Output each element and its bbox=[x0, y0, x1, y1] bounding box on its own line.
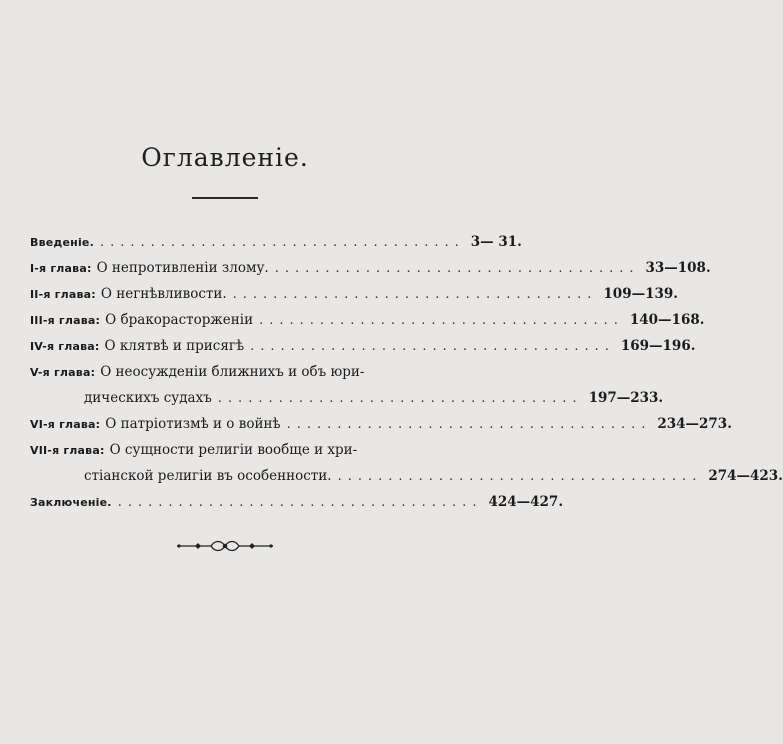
leader-dots: .................................... bbox=[99, 235, 465, 250]
toc-pages: 169—196. bbox=[620, 338, 696, 354]
toc-pages: 234—273. bbox=[657, 416, 732, 432]
toc-pages: 140—168. bbox=[629, 312, 705, 328]
leader-dots: .................................... bbox=[117, 495, 483, 510]
toc-text: О непротивленіи злому. bbox=[96, 260, 269, 276]
toc-entry-chapter-5 bbox=[30, 362, 429, 388]
toc-text-continuation: стіанской религіи въ особенности. bbox=[84, 468, 332, 484]
toc-text: О бракорасторженіи bbox=[105, 312, 254, 328]
toc-pages: 424—427. bbox=[488, 494, 564, 510]
toc-label: II-я глава: bbox=[30, 288, 96, 301]
toc-text-continuation: дическихъ судахъ bbox=[84, 390, 212, 406]
ornament-icon bbox=[175, 538, 275, 554]
toc-entry-chapter-2 bbox=[30, 284, 678, 310]
leader-dots: .................................... bbox=[250, 339, 615, 354]
toc-label: IV-я глава: bbox=[30, 340, 100, 353]
toc-text: О сущности религіи вообще и хри- bbox=[109, 442, 358, 458]
toc-entry-chapter-1 bbox=[30, 258, 711, 284]
table-of-contents bbox=[30, 232, 783, 518]
toc-label: VI-я глава: bbox=[30, 418, 101, 431]
toc-label: III-я глава: bbox=[30, 314, 101, 327]
title-underline bbox=[192, 197, 258, 199]
toc-entry-chapter-3 bbox=[30, 310, 705, 336]
toc-text: О клятвѣ и присягѣ bbox=[104, 338, 245, 354]
leader-dots: .................................... bbox=[259, 313, 624, 328]
toc-text: О негнѣвливости. bbox=[100, 286, 227, 302]
toc-label: VII-я глава: bbox=[30, 444, 105, 457]
toc-entry-conclusion bbox=[30, 492, 564, 518]
leader-dots: .................................... bbox=[286, 417, 652, 432]
leader-dots: .................................... bbox=[217, 391, 583, 406]
toc-pages: 109—139. bbox=[603, 286, 678, 302]
toc-pages: 33—108. bbox=[645, 260, 711, 276]
toc-label: V-я глава: bbox=[30, 366, 96, 379]
toc-entry-chapter-7-continuation bbox=[30, 466, 783, 492]
toc-label: Введеніе. bbox=[30, 236, 94, 249]
toc-text: О неосужденіи ближнихъ и объ юри- bbox=[100, 364, 365, 380]
toc-pages: 274—423. bbox=[708, 468, 783, 484]
toc-text: О патріотизмѣ и о войнѣ bbox=[105, 416, 281, 432]
toc-entry-chapter-7 bbox=[30, 440, 429, 466]
page-title: Оглавленіе. bbox=[141, 143, 309, 172]
toc-label: I-я глава: bbox=[30, 262, 92, 275]
toc-entry-chapter-6 bbox=[30, 414, 732, 440]
toc-entry-chapter-4 bbox=[30, 336, 696, 362]
leader-dots: .................................... bbox=[337, 469, 703, 484]
leader-dots: .................................... bbox=[232, 287, 598, 302]
toc-pages: 3— 31. bbox=[470, 234, 522, 250]
leader-dots: .................................... bbox=[274, 261, 640, 276]
toc-entry-chapter-5-continuation bbox=[30, 388, 664, 414]
toc-entry-introduction bbox=[30, 232, 522, 258]
toc-label: Заключеніе. bbox=[30, 496, 112, 509]
toc-pages: 197—233. bbox=[588, 390, 664, 406]
